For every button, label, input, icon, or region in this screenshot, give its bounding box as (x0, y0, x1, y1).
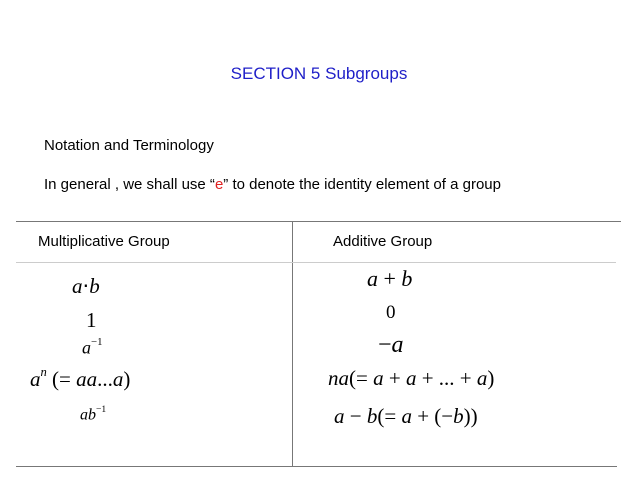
mult-inverse: $a^{-1}$ (82, 336, 103, 358)
subtitle: Notation and Terminology (44, 137, 214, 154)
header-multiplicative: Multiplicative Group (38, 233, 170, 250)
mult-product: a⋅b (72, 274, 100, 298)
sentence-before: In general , we shall use “ (44, 176, 215, 193)
mult-identity: 1 (86, 308, 97, 332)
add-identity: 0 (386, 302, 396, 323)
header-additive: Additive Group (333, 233, 433, 250)
section-title: SECTION 5 Subgroups (230, 64, 408, 83)
mult-power: $a^n$ (= aa...a) (30, 365, 131, 392)
add-sum: a + b (367, 266, 413, 291)
add-multiple: na(= a + a + ... + a) (328, 366, 495, 390)
table-bottom-border (16, 466, 617, 467)
sentence-after: ” to denote the identity element of a group (223, 176, 501, 193)
mult-quotient: $ab^{-1}$ (80, 404, 107, 424)
add-difference: a − b(= a + (−b)) (334, 404, 478, 428)
table-top-border (16, 221, 621, 222)
add-inverse: −a (378, 332, 404, 358)
sentence-highlight: e (214, 176, 224, 193)
column-divider (292, 222, 293, 466)
header-divider (16, 262, 616, 263)
identity-sentence (44, 176, 501, 193)
